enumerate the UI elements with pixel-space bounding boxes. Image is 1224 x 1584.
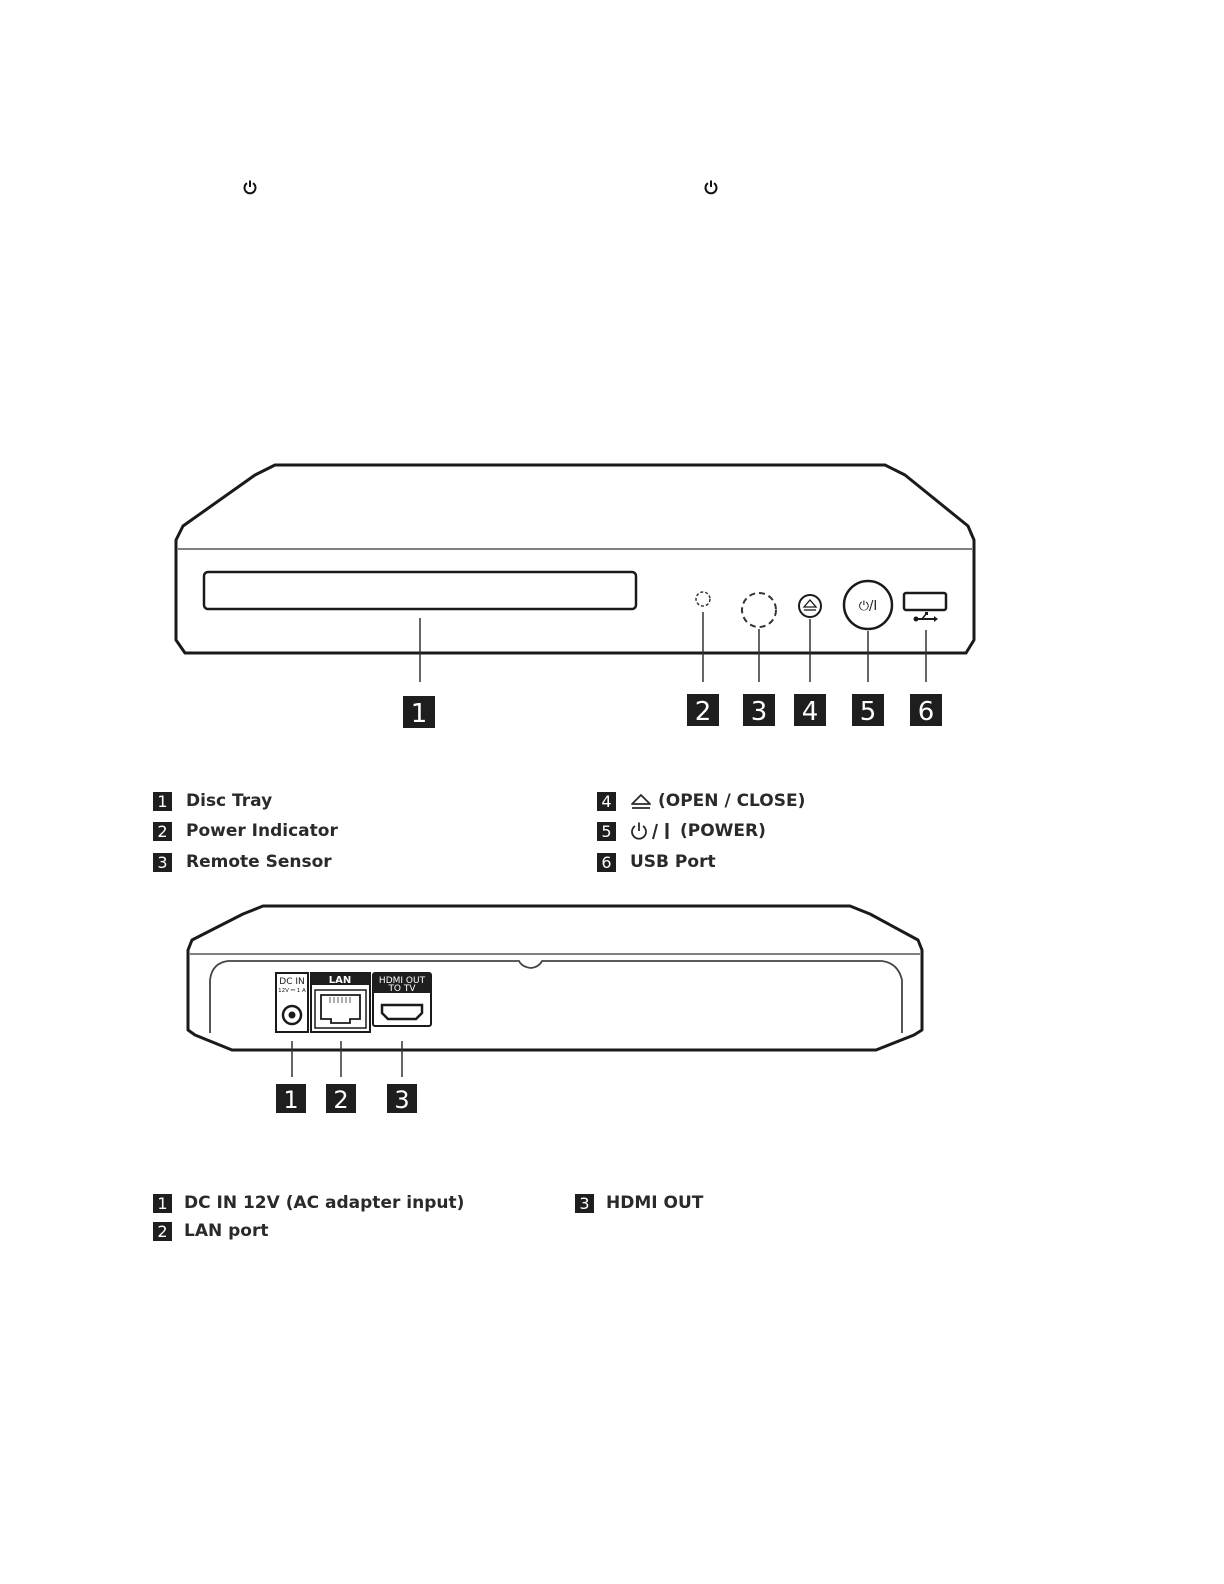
svg-text:4: 4 (801, 697, 819, 727)
front-callout-3 (743, 694, 775, 727)
disc-tray (204, 572, 636, 609)
front-callout-5 (852, 694, 884, 727)
rear-panel-diagram (0, 895, 1224, 1125)
svg-text:3: 3 (750, 697, 768, 727)
dc-in-rating: 12V ⎓ 1 A (278, 988, 306, 994)
power-icon (242, 179, 258, 195)
front-callout-4 (794, 694, 826, 727)
hdmi-label-line2: TO TV (388, 984, 416, 994)
front-legend-item-remote-sensor: 3 Remote Sensor (153, 850, 332, 874)
rear-legend-item-hdmi-out: 3 HDMI OUT (575, 1191, 703, 1215)
front-legend-item-usb-port: 6 USB Port (597, 850, 716, 874)
front-legend-item-power-indicator: 2 Power Indicator (153, 819, 338, 843)
rear-callout-1 (276, 1084, 306, 1114)
power-button-label: ⏻/I (858, 599, 878, 614)
rear-callout-2 (326, 1084, 356, 1114)
open-close-label: (OPEN / CLOSE) (658, 791, 806, 811)
dc-in-port (276, 973, 308, 1032)
front-legend-item-disc-tray: 1 Disc Tray (153, 789, 272, 813)
front-callout-6 (910, 694, 942, 727)
eject-button (799, 595, 821, 617)
front-legend-item-open-close: 4 (OPEN / CLOSE) (597, 789, 805, 813)
power-label: (POWER) (680, 821, 766, 841)
front-legend-item-power: 5 (POWER) (597, 819, 766, 843)
hdmi-label-line1: HDMI OUT (378, 976, 426, 986)
front-callout-1 (403, 696, 435, 729)
front-callout-2 (687, 694, 719, 727)
dc-in-label: DC IN (279, 977, 305, 987)
power-button (844, 581, 892, 629)
lan-label: LAN (328, 975, 352, 986)
hdmi-port (373, 973, 431, 1026)
svg-text:5: 5 (859, 697, 877, 727)
power-icon (703, 179, 719, 195)
lan-port (311, 973, 370, 1032)
rear-legend-item-dc-in: 1 DC IN 12V (AC adapter input) (153, 1191, 464, 1215)
svg-text:2: 2 (694, 697, 712, 727)
svg-text:2: 2 (333, 1086, 349, 1114)
svg-text:1: 1 (283, 1086, 299, 1114)
svg-text:3: 3 (394, 1086, 410, 1114)
rear-callout-3 (387, 1084, 417, 1114)
svg-text:6: 6 (917, 697, 935, 727)
svg-text:1: 1 (410, 699, 428, 729)
front-panel-diagram (0, 440, 1224, 740)
rear-legend-item-lan-port: 2 LAN port (153, 1219, 269, 1243)
power-standby-icon (630, 821, 674, 841)
eject-icon (630, 792, 652, 810)
